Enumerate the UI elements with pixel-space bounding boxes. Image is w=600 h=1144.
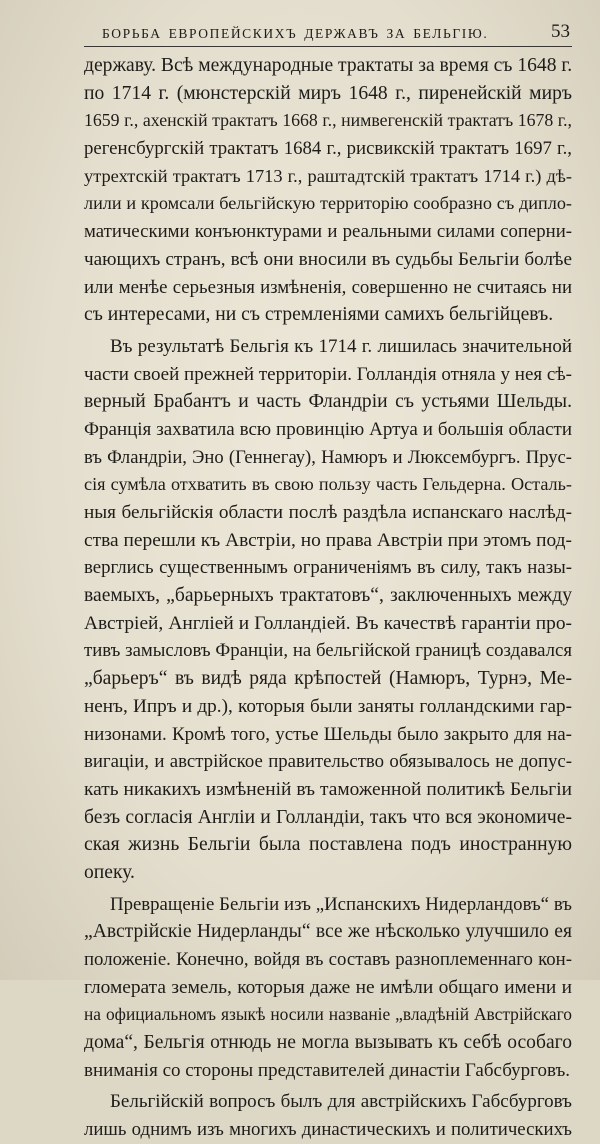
text-line: верглись существеннымъ ограниченіямъ въ силу, такъ назы-: [84, 557, 572, 579]
text-line: Бельгійскій вопросъ былъ для австрійскихъ Габсбурговъ: [110, 1091, 572, 1113]
text-line: матическими конъюнктурами и реальными силами соперни-: [84, 221, 572, 243]
text-line: опеку.: [84, 861, 135, 883]
page-number: 53: [551, 21, 570, 42]
paragraph: [84, 333, 572, 887]
text-line: чающихъ странъ, всѣ они вносили въ судьбы Бельгіи болѣе: [84, 248, 572, 270]
text-line: части своей прежней территоріи. Голландія отняла у нея сѣ-: [84, 363, 572, 385]
text-line: „барьеръ“ въ видѣ ряда крѣпостей (Намюръ, Турнэ, Ме-: [84, 668, 572, 690]
text-line: 1659 г., ахенскій трактатъ 1668 г., нимвегенскій трактатъ 1678 г.,: [84, 110, 572, 131]
text-line: „Австрійскіе Нидерланды“ все же нѣсколько улучшило ея: [84, 921, 572, 943]
page-header: [84, 16, 572, 47]
text-line: ская жизнь Бельгіи была поставлена подъ иностранную: [84, 834, 572, 856]
text-body: [84, 52, 572, 1144]
text-line: ства перешли къ Австріи, но права Австріи при этомъ под-: [84, 529, 572, 551]
text-line: гломерата земель, которыя даже не имѣли общаго имени и: [84, 976, 572, 998]
text-line: безъ согласія Англіи и Голландіи, такъ что вся экономиче-: [84, 806, 572, 828]
text-line: Превращеніе Бельгіи изъ „Испанскихъ Нидерландовъ“ въ: [110, 893, 572, 915]
text-line: съ интересами, ни съ стремленіями самихъ бельгійцевъ.: [84, 304, 554, 326]
text-line: вниманія со стороны представителей династіи Габсбурговъ.: [84, 1059, 571, 1081]
text-line: лили и кромсали бельгійскую территорію сообразно съ дипло-: [84, 193, 572, 214]
text-line: регенсбургскій трактатъ 1684 г., рисвикскій трактатъ 1697 г.,: [84, 138, 572, 160]
text-line: верный Брабантъ и часть Фландріи съ устьями Шельды.: [84, 391, 572, 413]
text-line: Австріей, Англіей и Голландіей. Въ качествѣ гарантіи про-: [84, 612, 572, 634]
text-line: вигаціи, и австрійское правительство обязывалось не допус-: [84, 751, 572, 773]
text-line: кать никакихъ измѣненій въ таможенной политикѣ Бельгіи: [84, 778, 572, 800]
text-line: или менѣе серьезныя измѣненія, совершенно не считаясь ни: [84, 276, 572, 298]
text-line: державу. Всѣ международные трактаты за время съ 1648 г.: [84, 55, 572, 76]
text-line: Франція захватила всю провинцію Артуа и большія области: [84, 418, 572, 440]
paragraph: [84, 891, 572, 1085]
paragraph: [84, 52, 572, 329]
running-title: БОРЬБА ЕВРОПЕЙСКИХЪ ДЕРЖАВЪ ЗА БЕЛЬГІЮ.: [102, 26, 489, 41]
text-line: Въ результатѣ Бельгія къ 1714 г. лишилась значительной: [110, 335, 572, 357]
text-line: лишь однимъ изъ многихъ династическихъ и политическихъ: [84, 1119, 572, 1141]
text-line: ваемыхъ, „барьерныхъ трактатовъ“, заключенныхъ между: [84, 585, 572, 607]
text-line: въ Фландріи, Эно (Геннегау), Намюръ и Люксембургъ. Прус-: [84, 446, 572, 468]
text-line: положеніе. Конечно, войдя въ составъ разноплеменнаго кон-: [84, 949, 572, 970]
text-line: на официальномъ языкѣ носили названіе „владѣній Австрійскаго: [84, 1004, 572, 1025]
text-line: низонами. Кромѣ того, устье Шельды было закрыто для на-: [84, 723, 572, 745]
paragraph: [84, 1088, 572, 1143]
text-line: тивъ замысловъ Франціи, на бельгійской границѣ создавался: [84, 640, 572, 662]
text-line: сія сумѣла отхватить въ свою пользу часть Гельдерна. Осталь-: [84, 474, 572, 495]
text-line: ныя бельгійскія области послѣ раздѣла испанскаго наслѣд-: [84, 502, 572, 523]
text-line: дома“, Бельгія отнюдь не могла вызывать къ себѣ особаго: [84, 1032, 572, 1054]
text-line: утрехтскій трактатъ 1713 г., раштадтскій трактатъ 1714 г.) дѣ-: [84, 165, 572, 186]
text-line: ненъ, Ипръ и др.), которыя были заняты голландскими гар-: [84, 695, 572, 717]
text-line: по 1714 г. (мюнстерскій миръ 1648 г., пиренейскій миръ: [84, 82, 572, 104]
